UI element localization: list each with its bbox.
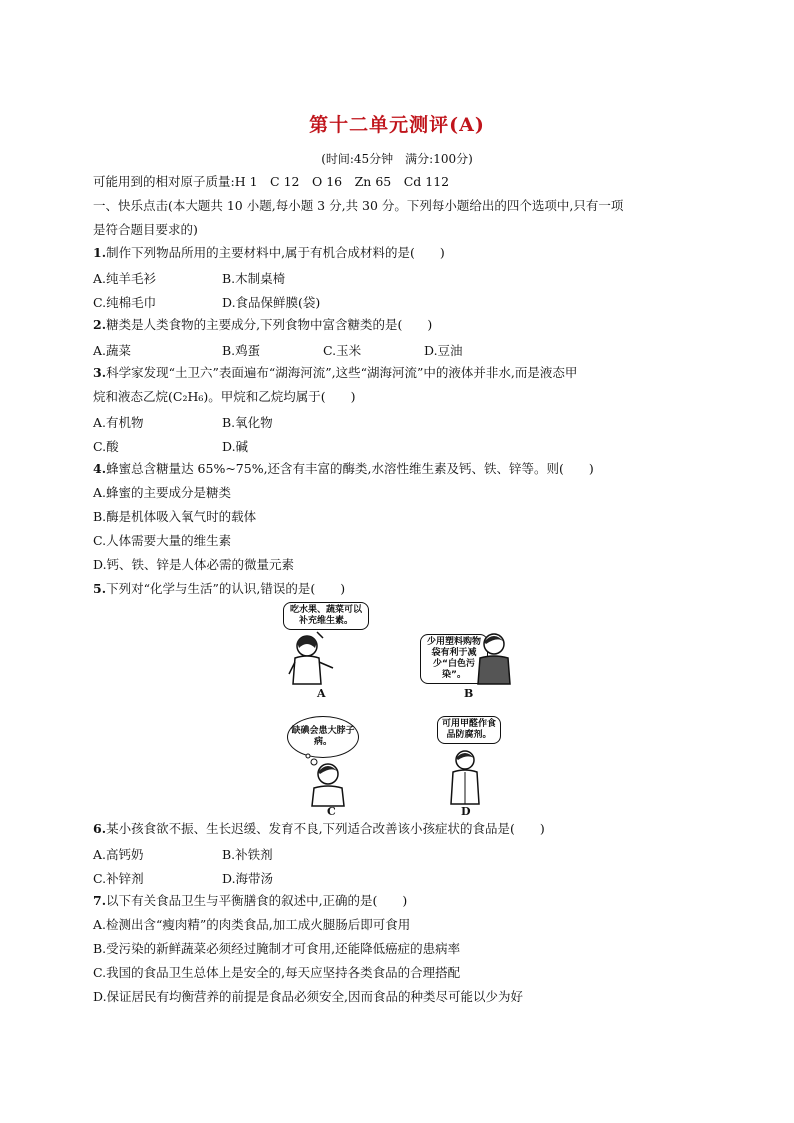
q3-option-a: A.有机物 [93, 415, 144, 430]
question-stem: 蜂蜜总含糖量达 65%~75%,还含有丰富的酶类,水溶性维生素及钙、铁、锌等。则( ) [106, 461, 594, 476]
q1-option-a: A.纯羊毛衫 [93, 271, 157, 286]
q6-option-b: B.补铁剂 [222, 847, 273, 862]
question-6 [93, 821, 545, 837]
question-3 [93, 365, 577, 381]
question-number: 5. [93, 581, 107, 596]
thought-bubble-c: 缺碘会患大脖子病。 [287, 716, 359, 758]
question-stem: 以下有关食品卫生与平衡膳食的叙述中,正确的是( ) [106, 893, 408, 908]
figure-label-a: A [317, 687, 326, 700]
q3-option-b: B.氧化物 [222, 415, 273, 430]
cartoon-boy-figure [470, 628, 518, 688]
figure-label-b: B [464, 687, 474, 700]
question-5 [93, 581, 345, 597]
question-7 [93, 893, 407, 909]
question-number: 3. [93, 365, 107, 380]
cartoon-man-figure [445, 748, 487, 806]
question-3-line2: 烷和液态乙烷(C₂H₆)。甲烷和乙烷均属于( ) [93, 389, 356, 404]
question-2 [93, 317, 432, 333]
exam-info: (时间:45分钟 满分:100分) [321, 152, 473, 166]
question-number: 6. [93, 821, 107, 836]
q4-option-c: C.人体需要大量的维生素 [93, 533, 232, 548]
q3-option-d: D.碱 [222, 439, 249, 454]
q6-option-d: D.海带汤 [222, 871, 274, 886]
cartoon-girl-figure [285, 628, 345, 688]
q7-option-b: B.受污染的新鲜蔬菜必须经过腌制才可食用,还能降低癌症的患病率 [93, 941, 461, 956]
section-heading-line1: 一、快乐点击(本大题共 10 小题,每小题 3 分,共 30 分。下列每小题给出的四个选项中,只有一项 [93, 198, 624, 213]
q1-option-c: C.纯棉毛巾 [93, 295, 157, 310]
speech-bubble-b: 少用塑料购物袋有利于减少“白色污染”。 [420, 634, 488, 684]
q6-option-a: A.高钙奶 [93, 847, 144, 862]
figure-label-c: C [327, 805, 336, 818]
question-4 [93, 461, 594, 477]
speech-bubble-d: 可用甲醛作食品防腐剂。 [437, 716, 501, 744]
cartoon-student-figure [302, 752, 350, 808]
q3-option-c: C.酸 [93, 439, 119, 454]
speech-bubble-a: 吃水果、蔬菜可以补充维生素。 [283, 602, 369, 630]
q4-option-b: B.酶是机体吸入氧气时的载体 [93, 509, 257, 524]
q6-option-c: C.补锌剂 [93, 871, 144, 886]
q2-option-b: B.鸡蛋 [222, 343, 261, 358]
q7-option-c: C.我国的食品卫生总体上是安全的,每天应坚持各类食品的合理搭配 [93, 965, 461, 980]
q4-option-d: D.钙、铁、锌是人体必需的微量元素 [93, 557, 295, 572]
section-heading-line2: 是符合题目要求的) [93, 222, 198, 237]
question-1 [93, 245, 445, 261]
question-number: 2. [93, 317, 107, 332]
q7-option-d: D.保证居民有均衡营养的前提是食品必须安全,因而食品的种类尽可能以少为好 [93, 989, 524, 1004]
q2-option-d: D.豆油 [424, 343, 463, 358]
q1-option-b: B.木制桌椅 [222, 271, 286, 286]
question-stem: 某小孩食欲不振、生长迟缓、发育不良,下列适合改善该小孩症状的食品是( ) [106, 821, 545, 836]
atomic-masses: 可能用到的相对原子质量:H 1 C 12 O 16 Zn 65 Cd 112 [93, 174, 450, 189]
q1-option-d: D.食品保鲜膜(袋) [222, 295, 321, 310]
question-stem: 制作下列物品所用的主要材料中,属于有机合成材料的是( ) [106, 245, 445, 260]
q2-option-c: C.玉米 [323, 343, 362, 358]
question-number: 4. [93, 461, 107, 476]
figure-label-d: D [461, 805, 471, 818]
question-stem: 下列对“化学与生活”的认识,错误的是( ) [106, 581, 346, 596]
q7-option-a: A.检测出含“瘦肉精”的肉类食品,加工成火腿肠后即可食用 [93, 917, 411, 932]
page-title: 第十二单元测评(A) [309, 114, 485, 136]
question-number: 7. [93, 893, 107, 908]
question-number: 1. [93, 245, 107, 260]
q4-option-a: A.蜂蜜的主要成分是糖类 [93, 485, 232, 500]
question-stem: 糖类是人类食物的主要成分,下列食物中富含糖类的是( ) [106, 317, 433, 332]
q2-option-a: A.蔬菜 [93, 343, 132, 358]
question-stem-line1: 科学家发现“土卫六”表面遍布“湖海河流”,这些“湖海河流”中的液体并非水,而是液态甲 [106, 365, 578, 380]
